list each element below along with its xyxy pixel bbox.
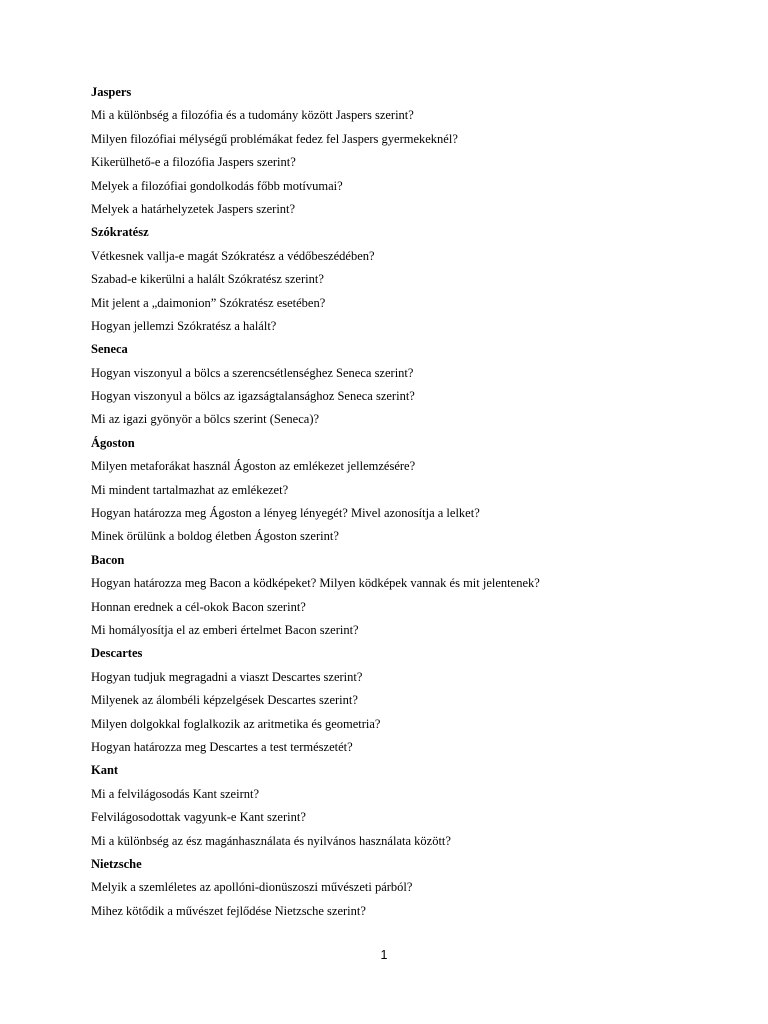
question-item: Melyek a határhelyzetek Jaspers szerint? [91, 201, 296, 216]
question-item: Milyenek az álombéli képzelgések Descartes szerint? [91, 693, 358, 708]
page-number: 1 [380, 948, 388, 962]
question-item: Mi mindent tartalmazhat az emlékezet? [91, 482, 289, 497]
question-item: Melyik a szemléletes az apollóni-dionüszoszi művészeti párból? [91, 880, 413, 895]
section-title: Descartes [91, 646, 143, 661]
question-item: Hogyan tudjuk megragadni a viaszt Descartes szerint? [91, 669, 363, 684]
section-title: Szókratész [91, 225, 149, 240]
question-item: Milyen metaforákat használ Ágoston az emlékezet jellemzésére? [91, 459, 416, 474]
question-item: Hogyan jellemzi Szókratész a halált? [91, 318, 277, 333]
question-item: Hogyan viszonyul a bölcs a szerencsétlenséghez Seneca szerint? [91, 365, 414, 380]
question-item: Mihez kötődik a művészet fejlődése Nietzsche szerint? [91, 903, 366, 918]
question-item: Minek örülünk a boldog életben Ágoston szerint? [91, 529, 339, 544]
section-title: Bacon [91, 552, 125, 567]
question-item: Melyek a filozófiai gondolkodás főbb motívumai? [91, 178, 343, 193]
question-item: Felvilágosodottak vagyunk-e Kant szerint? [91, 810, 306, 825]
question-item: Hogyan határozza meg Ágoston a lényeg lényegét? Mivel azonosítja a lelket? [91, 506, 480, 521]
question-item: Hogyan viszonyul a bölcs az igazságtalansághoz Seneca szerint? [91, 389, 415, 404]
section-title: Jaspers [91, 85, 132, 99]
question-item: Mi az igazi gyönyör a bölcs szerint (Seneca)? [91, 412, 320, 427]
question-item: Kikerülhető-e a filozófia Jaspers szerint? [91, 155, 296, 170]
question-item: Mi a különbség a filozófia és a tudomány között Jaspers szerint? [91, 108, 414, 123]
question-item: Szabad-e kikerülni a halált Szókratész szerint? [91, 272, 324, 287]
section-title: Nietzsche [91, 856, 142, 871]
section-title: Seneca [91, 342, 128, 357]
question-list [91, 84, 711, 926]
question-item: Honnan erednek a cél-okok Bacon szerint? [91, 599, 306, 614]
question-item: Hogyan határozza meg Descartes a test természetét? [91, 739, 353, 754]
question-item: Hogyan határozza meg Bacon a ködképeket? Milyen ködképek vannak és mit jelentenek? [91, 576, 540, 591]
question-item: Mit jelent a „daimonion” Szókratész esetében? [91, 295, 326, 310]
section-title: Ágoston [91, 435, 135, 450]
question-item: Mi a felvilágosodás Kant szeirnt? [91, 786, 260, 801]
question-item: Mi a különbség az ész magánhasználata és nyilvános használata között? [91, 833, 451, 848]
question-item: Vétkesnek vallja-e magát Szókratész a védőbeszédében? [91, 248, 375, 263]
question-item: Milyen dolgokkal foglalkozik az aritmetika és geometria? [91, 716, 381, 731]
question-item: Mi homályosítja el az emberi értelmet Bacon szerint? [91, 622, 359, 637]
question-item: Milyen filozófiai mélységű problémákat fedez fel Jaspers gyermekeknél? [91, 131, 458, 146]
section-title: Kant [91, 763, 119, 778]
